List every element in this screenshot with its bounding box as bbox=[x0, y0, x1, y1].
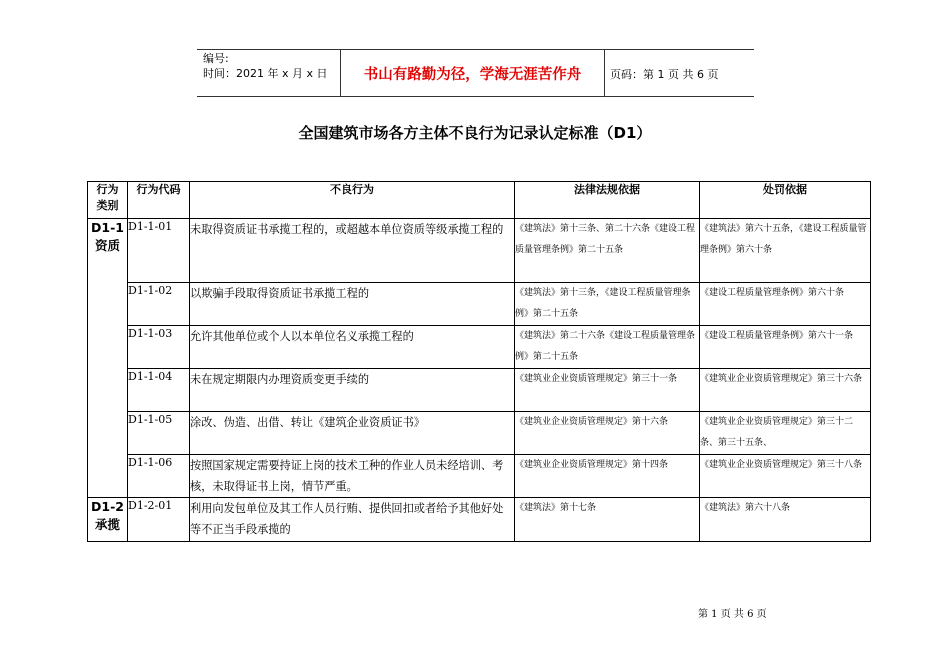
header-law-basis: 法律法规依据 bbox=[515, 182, 700, 219]
penalty-basis: 《建设工程质量管理条例》第六十一条 bbox=[700, 326, 871, 369]
motto-text: 书山有路勤为径，学海无涯苦作舟 bbox=[363, 67, 582, 83]
behavior-text: 未取得资质证书承揽工程的，或超越本单位资质等级承揽工程的 bbox=[190, 219, 515, 283]
table-row bbox=[88, 369, 871, 412]
behavior-code: D1-1-05 bbox=[128, 412, 190, 455]
header-behavior: 不良行为 bbox=[190, 182, 515, 219]
header-code: 行为代码 bbox=[128, 182, 190, 219]
category-code: D1-2 bbox=[91, 499, 124, 514]
category-code: D1-1 bbox=[91, 220, 124, 235]
category-name: 资质 bbox=[94, 238, 120, 253]
behavior-code: D1-1-03 bbox=[128, 326, 190, 369]
header-bottom-rule bbox=[197, 96, 754, 97]
behavior-text: 未在规定期限内办理资质变更手续的 bbox=[190, 369, 515, 412]
table-row bbox=[88, 455, 871, 498]
law-basis: 《建筑法》第二十六条《建设工程质量管理条例》第二十五条 bbox=[515, 326, 700, 369]
law-basis: 《建筑业企业资质管理规定》第十六条 bbox=[515, 412, 700, 455]
header-meta bbox=[203, 51, 328, 81]
law-basis: 《建筑业企业资质管理规定》第三十一条 bbox=[515, 369, 700, 412]
table-header-row bbox=[88, 182, 871, 219]
law-basis: 《建筑法》第十七条 bbox=[515, 498, 700, 542]
behavior-text: 涂改、伪造、出借、转让《建筑企业资质证书》 bbox=[190, 412, 515, 455]
table-row bbox=[88, 326, 871, 369]
category-cell-qualification bbox=[88, 219, 128, 498]
behavior-code: D1-1-01 bbox=[128, 219, 190, 283]
document-title: 全国建筑市场各方主体不良行为记录认定标准（D1） bbox=[298, 124, 652, 142]
law-basis: 《建筑法》第十三条，《建设工程质量管理条例》第二十五条 bbox=[515, 283, 700, 326]
behavior-code: D1-2-01 bbox=[128, 498, 190, 542]
document-date: 时间：2021 年 x 月 x 日 bbox=[203, 67, 328, 80]
header-page-code: 页码：第 1 页 共 6 页 bbox=[610, 68, 719, 81]
table-row bbox=[88, 219, 871, 283]
header-penalty-basis: 处罚依据 bbox=[700, 182, 871, 219]
penalty-basis: 《建设工程质量管理条例》第六十条 bbox=[700, 283, 871, 326]
document-number-label: 编号: bbox=[203, 52, 229, 65]
behavior-code: D1-1-04 bbox=[128, 369, 190, 412]
table-row bbox=[88, 412, 871, 455]
penalty-basis: 《建筑业企业资质管理规定》第三十八条 bbox=[700, 455, 871, 498]
law-basis: 《建筑业企业资质管理规定》第十四条 bbox=[515, 455, 700, 498]
standards-table bbox=[87, 181, 871, 542]
behavior-code: D1-1-02 bbox=[128, 283, 190, 326]
behavior-text: 以欺骗手段取得资质证书承揽工程的 bbox=[190, 283, 515, 326]
penalty-basis: 《建筑业企业资质管理规定》第三十六条 bbox=[700, 369, 871, 412]
behavior-code: D1-1-06 bbox=[128, 455, 190, 498]
behavior-text: 按照国家规定需要持证上岗的技术工种的作业人员未经培训、考核，未取得证书上岗，情节严重。 bbox=[190, 455, 515, 498]
penalty-basis: 《建筑法》第六十五条，《建设工程质量管理条例》第六十条 bbox=[700, 219, 871, 283]
header-category: 行为 类别 bbox=[88, 182, 128, 219]
category-name: 承揽 bbox=[94, 517, 120, 532]
behavior-text: 允许其他单位或个人以本单位名义承揽工程的 bbox=[190, 326, 515, 369]
law-basis: 《建筑法》第十三条、第二十六条《建设工程质量管理条例》第二十五条 bbox=[515, 219, 700, 283]
category-cell-contracting bbox=[88, 498, 128, 542]
table-row bbox=[88, 498, 871, 542]
penalty-basis: 《建筑法》第六十八条 bbox=[700, 498, 871, 542]
footer-page-number: 第 1 页 共 6 页 bbox=[698, 609, 767, 620]
penalty-basis: 《建筑业企业资质管理规定》第三十二条、第三十五条、 bbox=[700, 412, 871, 455]
behavior-text: 利用向发包单位及其工作人员行贿、提供回扣或者给予其他好处等不正当手段承揽的 bbox=[190, 498, 515, 542]
motto-box bbox=[340, 49, 605, 96]
table-row bbox=[88, 283, 871, 326]
